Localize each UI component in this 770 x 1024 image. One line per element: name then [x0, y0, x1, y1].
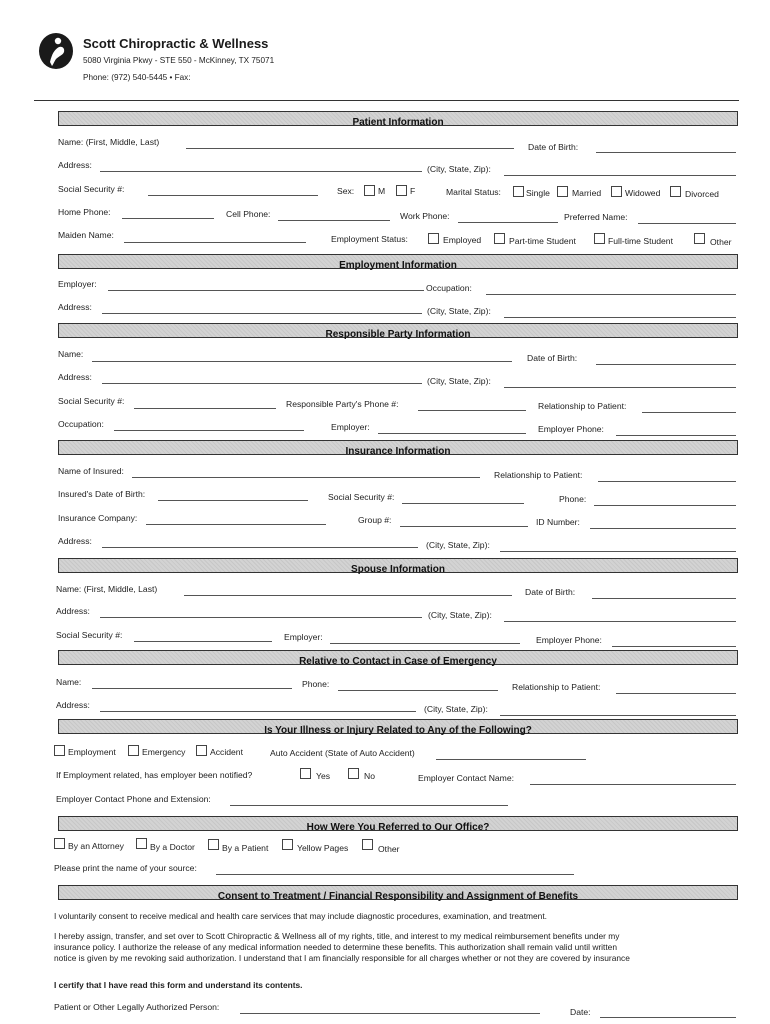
relative-name-field[interactable]: [92, 688, 292, 689]
work-phone-field[interactable]: [458, 222, 558, 223]
insured-relationship-label: Relationship to Patient:: [494, 470, 583, 480]
referral-source-label: Please print the name of your source:: [54, 863, 197, 873]
home-phone-field[interactable]: [122, 218, 214, 219]
responsible-dob-field[interactable]: [596, 364, 736, 365]
notified-yes-checkbox[interactable]: [300, 768, 311, 779]
responsible-relationship-label: Relationship to Patient:: [538, 401, 627, 411]
relative-city-label: (City, State, Zip):: [424, 704, 488, 714]
relative-phone-field[interactable]: [338, 690, 498, 691]
insurance-city-label: (City, State, Zip):: [426, 540, 490, 550]
spouse-address-label: Address:: [56, 606, 90, 616]
insured-name-field[interactable]: [132, 477, 480, 478]
marital-divorced-checkbox[interactable]: [670, 186, 681, 197]
consent-paragraph-2-line-1: I hereby assign, transfer, and set over to Scott Chiropractic & Wellness all of my rights, title, and interest to my medical reimbursement benefits under my: [54, 931, 620, 941]
insured-dob-field[interactable]: [158, 500, 308, 501]
status-employed-checkbox[interactable]: [428, 233, 439, 244]
insurance-address-field[interactable]: [102, 547, 418, 548]
sex-f-label: F: [410, 186, 416, 196]
consent-paragraph-2-line-2: insurance policy. I authorize the release of any medical information needed to determine these benefits. This authorization shall remain valid until written: [54, 942, 617, 952]
status-other-label: Other: [710, 237, 732, 247]
relative-address-field[interactable]: [100, 711, 416, 712]
id-number-label: ID Number:: [536, 517, 580, 527]
section-illness-related: Is Your Illness or Injury Related to Any of the Following?: [58, 719, 738, 734]
spouse-employer-field[interactable]: [330, 643, 520, 644]
employer-address-field[interactable]: [102, 313, 422, 314]
spouse-ssn-label: Social Security #:: [56, 630, 123, 640]
group-number-field[interactable]: [400, 526, 528, 527]
spouse-dob-field[interactable]: [592, 598, 736, 599]
section-patient-information: Patient Information: [58, 111, 738, 126]
spouse-name-label: Name: (First, Middle, Last): [56, 584, 158, 594]
insurance-company-label: Insurance Company:: [58, 513, 138, 523]
status-full-time-checkbox[interactable]: [594, 233, 605, 244]
occupation-label: Occupation:: [426, 283, 472, 293]
employer-address-label: Address:: [58, 302, 92, 312]
responsible-city-field[interactable]: [504, 387, 736, 388]
clinic-name: Scott Chiropractic & Wellness: [83, 36, 269, 51]
responsible-dob-label: Date of Birth:: [527, 353, 578, 363]
certify-statement: I certify that I have read this form and understand its contents.: [54, 980, 303, 990]
patient-address-label: Address:: [58, 160, 92, 170]
responsible-employer-label: Employer:: [331, 422, 370, 432]
marital-widowed-checkbox[interactable]: [611, 186, 622, 197]
referral-patient-checkbox[interactable]: [208, 839, 219, 850]
preferred-name-field[interactable]: [638, 223, 736, 224]
relative-phone-label: Phone:: [302, 679, 330, 689]
patient-ssn-field[interactable]: [148, 195, 318, 196]
status-employed-label: Employed: [443, 235, 482, 245]
patient-name-field[interactable]: [186, 148, 514, 149]
marital-single-checkbox[interactable]: [513, 186, 524, 197]
responsible-address-field[interactable]: [102, 383, 422, 384]
section-spouse-information: Spouse Information: [58, 558, 738, 573]
patient-address-field[interactable]: [100, 171, 422, 172]
patient-city-field[interactable]: [504, 175, 736, 176]
relative-name-label: Name:: [56, 677, 82, 687]
status-other-checkbox[interactable]: [694, 233, 705, 244]
patient-dob-field[interactable]: [596, 152, 736, 153]
employer-contact-name-field[interactable]: [530, 784, 736, 785]
marital-divorced-label: Divorced: [685, 189, 719, 199]
responsible-address-label: Address:: [58, 372, 92, 382]
home-phone-label: Home Phone:: [58, 207, 111, 217]
insured-relationship-field[interactable]: [598, 481, 736, 482]
marital-status-label: Marital Status:: [446, 187, 501, 197]
sex-m-checkbox[interactable]: [364, 185, 375, 196]
marital-married-checkbox[interactable]: [557, 186, 568, 197]
occupation-field[interactable]: [486, 294, 736, 295]
referral-other-checkbox[interactable]: [362, 839, 373, 850]
insured-phone-field[interactable]: [594, 505, 736, 506]
notified-no-checkbox[interactable]: [348, 768, 359, 779]
employer-contact-phone-field[interactable]: [230, 805, 508, 806]
sex-m-label: M: [378, 186, 386, 196]
marital-widowed-label: Widowed: [625, 188, 661, 198]
relative-relationship-label: Relationship to Patient:: [512, 682, 601, 692]
referral-other-label: Other: [378, 844, 400, 854]
status-part-time-checkbox[interactable]: [494, 233, 505, 244]
referral-source-field[interactable]: [216, 874, 574, 875]
patient-name-label: Name: (First, Middle, Last): [58, 137, 160, 147]
spouse-employer-label: Employer:: [284, 632, 323, 642]
figure-silhouette-logo-icon: [38, 32, 74, 70]
spouse-dob-label: Date of Birth:: [525, 587, 576, 597]
section-employment-information: Employment Information: [58, 254, 738, 269]
status-part-time-label: Part-time Student: [509, 236, 576, 246]
section-emergency-contact: Relative to Contact in Case of Emergency: [58, 650, 738, 665]
spouse-employer-phone-label: Employer Phone:: [536, 635, 602, 645]
responsible-phone-label: Responsible Party's Phone #:: [286, 399, 399, 409]
maiden-name-field[interactable]: [124, 242, 306, 243]
section-consent: Consent to Treatment / Financial Responsibility and Assignment of Benefits: [58, 885, 738, 900]
insurance-company-field[interactable]: [146, 524, 326, 525]
patient-sex-label: Sex:: [337, 186, 355, 196]
patient-ssn-label: Social Security #:: [58, 184, 125, 194]
responsible-relationship-field[interactable]: [642, 412, 736, 413]
header-divider: [34, 100, 739, 101]
employer-city-label: (City, State, Zip):: [427, 306, 491, 316]
marital-married-label: Married: [572, 188, 602, 198]
responsible-occupation-label: Occupation:: [58, 419, 104, 429]
section-referral: How Were You Referred to Our Office?: [58, 816, 738, 831]
referral-attorney-checkbox[interactable]: [54, 838, 65, 849]
maiden-name-label: Maiden Name:: [58, 230, 114, 240]
related-emergency-label: Emergency: [142, 747, 186, 757]
related-employment-checkbox[interactable]: [54, 745, 65, 756]
referral-doctor-checkbox[interactable]: [136, 838, 147, 849]
consent-paragraph-2-line-3: notice is given by me revoking said authorization. I understand that I am financially responsible for all charges whether or not they are covered by insurance: [54, 953, 630, 963]
consent-paragraph-1: I voluntarily consent to receive medical and health care services that may include diagnostic procedures, examination, and treatment.: [54, 911, 547, 921]
employer-field[interactable]: [108, 290, 424, 291]
responsible-city-label: (City, State, Zip):: [427, 376, 491, 386]
spouse-employer-phone-field[interactable]: [612, 646, 736, 647]
responsible-name-field[interactable]: [92, 361, 512, 362]
responsible-name-label: Name:: [58, 349, 84, 359]
notified-no-label: No: [364, 771, 375, 781]
spouse-ssn-field[interactable]: [134, 641, 272, 642]
responsible-employer-phone-label: Employer Phone:: [538, 424, 604, 434]
responsible-occupation-field[interactable]: [114, 430, 304, 431]
insured-name-label: Name of Insured:: [58, 466, 124, 476]
related-employment-label: Employment: [68, 747, 116, 757]
spouse-city-label: (City, State, Zip):: [428, 610, 492, 620]
sex-f-checkbox[interactable]: [396, 185, 407, 196]
insured-ssn-field[interactable]: [402, 503, 524, 504]
employer-contact-name-label: Employer Contact Name:: [418, 773, 514, 783]
related-emergency-checkbox[interactable]: [128, 745, 139, 756]
employer-label: Employer:: [58, 279, 97, 289]
related-accident-label: Accident: [210, 747, 243, 757]
responsible-employer-phone-field[interactable]: [616, 435, 736, 436]
insurance-address-label: Address:: [58, 536, 92, 546]
insured-phone-label: Phone:: [559, 494, 587, 504]
section-insurance-information: Insurance Information: [58, 440, 738, 455]
patient-city-label: (City, State, Zip):: [427, 164, 491, 174]
signature-label: Patient or Other Legally Authorized Person:: [54, 1002, 220, 1012]
notified-yes-label: Yes: [316, 771, 331, 781]
signature-date-label: Date:: [570, 1007, 591, 1017]
related-accident-checkbox[interactable]: [196, 745, 207, 756]
group-number-label: Group #:: [358, 515, 392, 525]
spouse-city-field[interactable]: [504, 621, 736, 622]
employment-status-label: Employment Status:: [331, 234, 408, 244]
employer-contact-phone-label: Employer Contact Phone and Extension:: [56, 794, 211, 804]
cell-phone-field[interactable]: [278, 220, 390, 221]
referral-yellow-pages-checkbox[interactable]: [282, 839, 293, 850]
insurance-city-field[interactable]: [500, 551, 736, 552]
responsible-phone-field[interactable]: [418, 410, 526, 411]
employer-notified-label: If Employment related, has employer been notified?: [56, 770, 253, 780]
clinic-phone: Phone: (972) 540-5445 • Fax:: [83, 73, 191, 82]
responsible-employer-field[interactable]: [378, 433, 526, 434]
responsible-ssn-label: Social Security #:: [58, 396, 125, 406]
preferred-name-label: Preferred Name:: [564, 212, 628, 222]
referral-patient-label: By a Patient: [222, 843, 269, 853]
referral-yellow-pages-label: Yellow Pages: [297, 843, 349, 853]
relative-address-label: Address:: [56, 700, 90, 710]
clinic-address: 5080 Virginia Pkwy - STE 550 - McKinney, TX 75071: [83, 56, 275, 65]
cell-phone-label: Cell Phone:: [226, 209, 271, 219]
section-responsible-party: Responsible Party Information: [58, 323, 738, 338]
work-phone-label: Work Phone:: [400, 211, 450, 221]
referral-attorney-label: By an Attorney: [68, 841, 124, 851]
insured-ssn-label: Social Security #:: [328, 492, 395, 502]
marital-single-label: Single: [526, 188, 550, 198]
signature-date-field[interactable]: [600, 1017, 736, 1018]
employer-city-field[interactable]: [504, 317, 736, 318]
signature-field[interactable]: [240, 1013, 540, 1014]
status-full-time-label: Full-time Student: [608, 236, 673, 246]
patient-dob-label: Date of Birth:: [528, 142, 579, 152]
spouse-name-field[interactable]: [184, 595, 512, 596]
relative-relationship-field[interactable]: [616, 693, 736, 694]
insured-dob-label: Insured's Date of Birth:: [58, 489, 146, 499]
id-number-field[interactable]: [590, 528, 736, 529]
relative-city-field[interactable]: [500, 715, 736, 716]
spouse-address-field[interactable]: [100, 617, 422, 618]
auto-accident-label: Auto Accident (State of Auto Accident): [270, 748, 415, 758]
responsible-ssn-field[interactable]: [134, 408, 276, 409]
auto-accident-state-field[interactable]: [436, 759, 586, 760]
referral-doctor-label: By a Doctor: [150, 842, 195, 852]
